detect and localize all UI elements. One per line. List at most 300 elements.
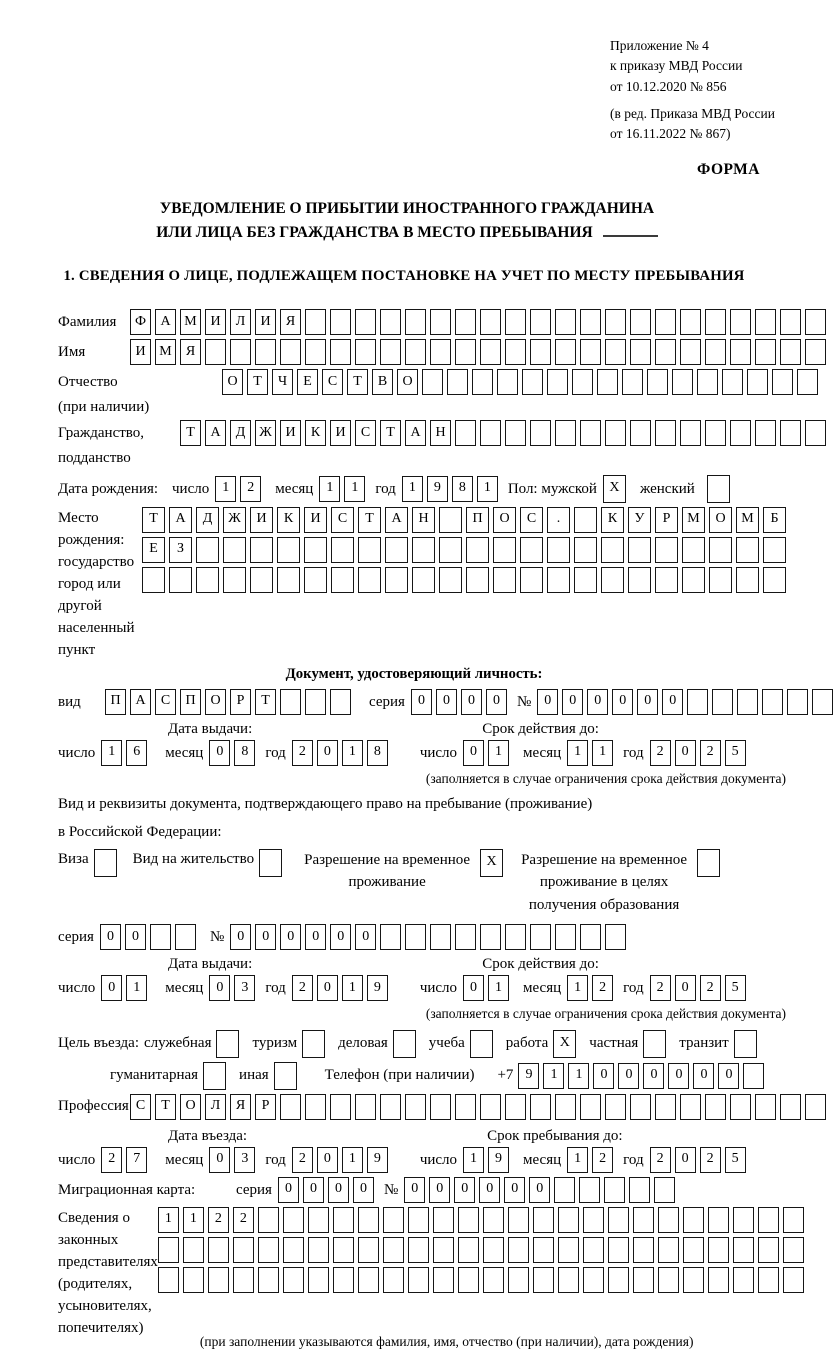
char-cell[interactable]: [333, 1237, 354, 1263]
purpose-business-checkbox[interactable]: [393, 1030, 416, 1058]
char-cell[interactable]: [574, 537, 597, 563]
char-cell[interactable]: [601, 537, 624, 563]
char-cell[interactable]: [493, 567, 516, 593]
char-cell[interactable]: 1: [463, 1147, 484, 1173]
char-cell[interactable]: 0: [230, 924, 251, 950]
char-cell[interactable]: [605, 309, 626, 335]
char-cell[interactable]: 0: [675, 740, 696, 766]
char-cell[interactable]: [547, 537, 570, 563]
char-cell[interactable]: Б: [763, 507, 786, 533]
char-cell[interactable]: [533, 1267, 554, 1293]
char-cell[interactable]: [258, 1267, 279, 1293]
char-cell[interactable]: X: [553, 1030, 576, 1058]
char-cell[interactable]: [358, 1237, 379, 1263]
char-cell[interactable]: [630, 309, 651, 335]
char-cell[interactable]: [680, 309, 701, 335]
char-cell[interactable]: [734, 1030, 757, 1058]
char-cell[interactable]: [730, 309, 751, 335]
temp-residence-checkbox[interactable]: [480, 849, 503, 877]
char-cell[interactable]: [655, 420, 676, 446]
char-cell[interactable]: [683, 1237, 704, 1263]
char-cell[interactable]: [183, 1237, 204, 1263]
char-cell[interactable]: [183, 1267, 204, 1293]
char-cell[interactable]: [763, 537, 786, 563]
char-cell[interactable]: 0: [209, 740, 230, 766]
char-cell[interactable]: [604, 1177, 625, 1203]
char-cell[interactable]: [308, 1237, 329, 1263]
char-cell[interactable]: 0: [278, 1177, 299, 1203]
char-cell[interactable]: [736, 537, 759, 563]
char-cell[interactable]: 0: [643, 1063, 664, 1089]
char-cell[interactable]: [280, 1094, 301, 1120]
char-cell[interactable]: [483, 1237, 504, 1263]
char-cell[interactable]: [447, 369, 468, 395]
char-cell[interactable]: 9: [488, 1147, 509, 1173]
char-cell[interactable]: [630, 339, 651, 365]
char-cell[interactable]: [505, 420, 526, 446]
char-cell[interactable]: [783, 1237, 804, 1263]
char-cell[interactable]: [430, 924, 451, 950]
char-cell[interactable]: 8: [234, 740, 255, 766]
char-cell[interactable]: 2: [650, 1147, 671, 1173]
char-cell[interactable]: Д: [230, 420, 251, 446]
char-cell[interactable]: 1: [567, 1147, 588, 1173]
char-cell[interactable]: [758, 1237, 779, 1263]
char-cell[interactable]: [208, 1267, 229, 1293]
char-cell[interactable]: [405, 339, 426, 365]
char-cell[interactable]: [405, 309, 426, 335]
char-cell[interactable]: 2: [650, 740, 671, 766]
char-cell[interactable]: 0: [328, 1177, 349, 1203]
char-cell[interactable]: [655, 537, 678, 563]
char-cell[interactable]: А: [169, 507, 192, 533]
char-cell[interactable]: [605, 339, 626, 365]
char-cell[interactable]: [608, 1267, 629, 1293]
char-cell[interactable]: С: [331, 507, 354, 533]
char-cell[interactable]: 0: [587, 689, 608, 715]
char-cell[interactable]: О: [709, 507, 732, 533]
char-cell[interactable]: [305, 309, 326, 335]
char-cell[interactable]: [629, 1177, 650, 1203]
char-cell[interactable]: 1: [568, 1063, 589, 1089]
char-cell[interactable]: 1: [342, 740, 363, 766]
char-cell[interactable]: [805, 1094, 826, 1120]
char-cell[interactable]: [142, 567, 165, 593]
char-cell[interactable]: О: [205, 689, 226, 715]
char-cell[interactable]: [708, 1207, 729, 1233]
char-cell[interactable]: [305, 1094, 326, 1120]
char-cell[interactable]: 0: [593, 1063, 614, 1089]
char-cell[interactable]: 0: [280, 924, 301, 950]
char-cell[interactable]: [505, 309, 526, 335]
char-cell[interactable]: [736, 567, 759, 593]
char-cell[interactable]: С: [322, 369, 343, 395]
char-cell[interactable]: [302, 1030, 325, 1058]
char-cell[interactable]: [597, 369, 618, 395]
char-cell[interactable]: [682, 537, 705, 563]
char-cell[interactable]: [580, 420, 601, 446]
char-cell[interactable]: [709, 537, 732, 563]
char-cell[interactable]: 0: [668, 1063, 689, 1089]
char-cell[interactable]: А: [385, 507, 408, 533]
char-cell[interactable]: [747, 369, 768, 395]
char-cell[interactable]: [755, 1094, 776, 1120]
char-cell[interactable]: 9: [427, 476, 448, 502]
char-cell[interactable]: 0: [675, 1147, 696, 1173]
char-cell[interactable]: [258, 1207, 279, 1233]
char-cell[interactable]: [455, 924, 476, 950]
char-cell[interactable]: [333, 1267, 354, 1293]
char-cell[interactable]: 0: [411, 689, 432, 715]
char-cell[interactable]: 0: [125, 924, 146, 950]
char-cell[interactable]: И: [205, 309, 226, 335]
char-cell[interactable]: Т: [155, 1094, 176, 1120]
char-cell[interactable]: [708, 1237, 729, 1263]
char-cell[interactable]: 0: [504, 1177, 525, 1203]
char-cell[interactable]: [633, 1267, 654, 1293]
purpose-study-checkbox[interactable]: [470, 1030, 493, 1058]
char-cell[interactable]: 1: [543, 1063, 564, 1089]
char-cell[interactable]: З: [169, 537, 192, 563]
char-cell[interactable]: Ф: [130, 309, 151, 335]
char-cell[interactable]: [758, 1267, 779, 1293]
char-cell[interactable]: С: [355, 420, 376, 446]
char-cell[interactable]: [633, 1237, 654, 1263]
char-cell[interactable]: Е: [297, 369, 318, 395]
char-cell[interactable]: 0: [305, 924, 326, 950]
char-cell[interactable]: [433, 1267, 454, 1293]
char-cell[interactable]: [308, 1207, 329, 1233]
char-cell[interactable]: [158, 1267, 179, 1293]
char-cell[interactable]: [333, 1207, 354, 1233]
char-cell[interactable]: [522, 369, 543, 395]
char-cell[interactable]: [583, 1267, 604, 1293]
char-cell[interactable]: [330, 309, 351, 335]
char-cell[interactable]: [430, 1094, 451, 1120]
char-cell[interactable]: [385, 567, 408, 593]
char-cell[interactable]: [608, 1207, 629, 1233]
char-cell[interactable]: 0: [330, 924, 351, 950]
char-cell[interactable]: [558, 1237, 579, 1263]
char-cell[interactable]: [455, 309, 476, 335]
char-cell[interactable]: [533, 1207, 554, 1233]
char-cell[interactable]: [758, 1207, 779, 1233]
char-cell[interactable]: Д: [196, 507, 219, 533]
char-cell[interactable]: [223, 567, 246, 593]
char-cell[interactable]: 0: [693, 1063, 714, 1089]
char-cell[interactable]: [697, 369, 718, 395]
char-cell[interactable]: [555, 339, 576, 365]
char-cell[interactable]: [196, 537, 219, 563]
char-cell[interactable]: 1: [477, 476, 498, 502]
char-cell[interactable]: 0: [209, 975, 230, 1001]
char-cell[interactable]: И: [304, 507, 327, 533]
char-cell[interactable]: 0: [353, 1177, 374, 1203]
char-cell[interactable]: [493, 537, 516, 563]
char-cell[interactable]: 1: [126, 975, 147, 1001]
char-cell[interactable]: Т: [347, 369, 368, 395]
char-cell[interactable]: [458, 1237, 479, 1263]
char-cell[interactable]: [658, 1207, 679, 1233]
char-cell[interactable]: 0: [537, 689, 558, 715]
char-cell[interactable]: [658, 1267, 679, 1293]
char-cell[interactable]: [277, 567, 300, 593]
char-cell[interactable]: [530, 420, 551, 446]
char-cell[interactable]: [330, 339, 351, 365]
char-cell[interactable]: О: [493, 507, 516, 533]
char-cell[interactable]: [203, 1062, 226, 1090]
char-cell[interactable]: Т: [358, 507, 381, 533]
char-cell[interactable]: [380, 1094, 401, 1120]
char-cell[interactable]: 3: [234, 975, 255, 1001]
char-cell[interactable]: [505, 924, 526, 950]
char-cell[interactable]: [574, 567, 597, 593]
char-cell[interactable]: [705, 1094, 726, 1120]
char-cell[interactable]: 0: [317, 740, 338, 766]
char-cell[interactable]: Н: [412, 507, 435, 533]
char-cell[interactable]: [680, 339, 701, 365]
char-cell[interactable]: [233, 1267, 254, 1293]
char-cell[interactable]: [383, 1207, 404, 1233]
char-cell[interactable]: [628, 537, 651, 563]
char-cell[interactable]: [196, 567, 219, 593]
char-cell[interactable]: [783, 1207, 804, 1233]
char-cell[interactable]: 0: [718, 1063, 739, 1089]
char-cell[interactable]: 5: [725, 975, 746, 1001]
char-cell[interactable]: 7: [126, 1147, 147, 1173]
char-cell[interactable]: [358, 1267, 379, 1293]
char-cell[interactable]: М: [682, 507, 705, 533]
char-cell[interactable]: [330, 1094, 351, 1120]
char-cell[interactable]: [405, 924, 426, 950]
char-cell[interactable]: [480, 339, 501, 365]
char-cell[interactable]: 9: [367, 1147, 388, 1173]
char-cell[interactable]: 2: [700, 975, 721, 1001]
char-cell[interactable]: [705, 420, 726, 446]
female-checkbox[interactable]: [707, 475, 730, 503]
char-cell[interactable]: [455, 339, 476, 365]
char-cell[interactable]: [555, 924, 576, 950]
char-cell[interactable]: [150, 924, 171, 950]
char-cell[interactable]: [683, 1267, 704, 1293]
char-cell[interactable]: [520, 567, 543, 593]
char-cell[interactable]: [630, 1094, 651, 1120]
char-cell[interactable]: [805, 309, 826, 335]
char-cell[interactable]: [330, 689, 351, 715]
char-cell[interactable]: [780, 339, 801, 365]
char-cell[interactable]: 2: [208, 1207, 229, 1233]
char-cell[interactable]: О: [397, 369, 418, 395]
char-cell[interactable]: [408, 1207, 429, 1233]
char-cell[interactable]: 0: [317, 1147, 338, 1173]
char-cell[interactable]: [707, 475, 730, 503]
char-cell[interactable]: [743, 1063, 764, 1089]
char-cell[interactable]: [508, 1207, 529, 1233]
char-cell[interactable]: [304, 567, 327, 593]
char-cell[interactable]: [331, 567, 354, 593]
purpose-tourism-checkbox[interactable]: [302, 1030, 325, 1058]
char-cell[interactable]: [480, 924, 501, 950]
char-cell[interactable]: [393, 1030, 416, 1058]
char-cell[interactable]: О: [222, 369, 243, 395]
char-cell[interactable]: [505, 1094, 526, 1120]
char-cell[interactable]: [683, 1207, 704, 1233]
char-cell[interactable]: [580, 1094, 601, 1120]
char-cell[interactable]: С: [520, 507, 543, 533]
char-cell[interactable]: [654, 1177, 675, 1203]
char-cell[interactable]: [579, 1177, 600, 1203]
char-cell[interactable]: 1: [567, 740, 588, 766]
char-cell[interactable]: 6: [126, 740, 147, 766]
purpose-private-checkbox[interactable]: [643, 1030, 666, 1058]
char-cell[interactable]: Р: [230, 689, 251, 715]
char-cell[interactable]: И: [130, 339, 151, 365]
char-cell[interactable]: [558, 1267, 579, 1293]
char-cell[interactable]: 0: [461, 689, 482, 715]
char-cell[interactable]: [405, 1094, 426, 1120]
residence-permit-checkbox[interactable]: [259, 849, 282, 877]
char-cell[interactable]: М: [155, 339, 176, 365]
char-cell[interactable]: [705, 339, 726, 365]
purpose-transit-checkbox[interactable]: [734, 1030, 757, 1058]
char-cell[interactable]: [787, 689, 808, 715]
char-cell[interactable]: [555, 420, 576, 446]
char-cell[interactable]: П: [180, 689, 201, 715]
char-cell[interactable]: [737, 689, 758, 715]
purpose-official-checkbox[interactable]: [216, 1030, 239, 1058]
char-cell[interactable]: [530, 339, 551, 365]
char-cell[interactable]: [283, 1237, 304, 1263]
char-cell[interactable]: 0: [436, 689, 457, 715]
char-cell[interactable]: С: [130, 1094, 151, 1120]
char-cell[interactable]: [730, 1094, 751, 1120]
char-cell[interactable]: Т: [380, 420, 401, 446]
char-cell[interactable]: [547, 369, 568, 395]
char-cell[interactable]: [250, 567, 273, 593]
purpose-work-checkbox[interactable]: [553, 1030, 576, 1058]
char-cell[interactable]: 2: [700, 1147, 721, 1173]
char-cell[interactable]: К: [305, 420, 326, 446]
char-cell[interactable]: [480, 420, 501, 446]
char-cell[interactable]: 2: [233, 1207, 254, 1233]
char-cell[interactable]: [805, 420, 826, 446]
char-cell[interactable]: [705, 309, 726, 335]
char-cell[interactable]: [358, 537, 381, 563]
char-cell[interactable]: [412, 537, 435, 563]
char-cell[interactable]: [255, 339, 276, 365]
char-cell[interactable]: [709, 567, 732, 593]
char-cell[interactable]: [497, 369, 518, 395]
char-cell[interactable]: [655, 309, 676, 335]
temp-residence-edu-checkbox[interactable]: [697, 849, 720, 877]
purpose-other-checkbox[interactable]: [274, 1062, 297, 1090]
char-cell[interactable]: [555, 1094, 576, 1120]
char-cell[interactable]: 2: [240, 476, 261, 502]
char-cell[interactable]: [655, 1094, 676, 1120]
char-cell[interactable]: С: [155, 689, 176, 715]
char-cell[interactable]: 9: [518, 1063, 539, 1089]
char-cell[interactable]: [470, 1030, 493, 1058]
char-cell[interactable]: [580, 924, 601, 950]
char-cell[interactable]: О: [180, 1094, 201, 1120]
char-cell[interactable]: [730, 339, 751, 365]
char-cell[interactable]: 0: [454, 1177, 475, 1203]
char-cell[interactable]: 0: [637, 689, 658, 715]
char-cell[interactable]: 2: [592, 1147, 613, 1173]
char-cell[interactable]: [797, 369, 818, 395]
char-cell[interactable]: 8: [367, 740, 388, 766]
char-cell[interactable]: [94, 849, 117, 877]
char-cell[interactable]: [259, 849, 282, 877]
char-cell[interactable]: 0: [463, 740, 484, 766]
char-cell[interactable]: [439, 537, 462, 563]
char-cell[interactable]: 0: [479, 1177, 500, 1203]
char-cell[interactable]: [547, 567, 570, 593]
char-cell[interactable]: И: [255, 309, 276, 335]
char-cell[interactable]: Л: [205, 1094, 226, 1120]
char-cell[interactable]: [580, 309, 601, 335]
char-cell[interactable]: 0: [463, 975, 484, 1001]
char-cell[interactable]: 0: [675, 975, 696, 1001]
char-cell[interactable]: В: [372, 369, 393, 395]
char-cell[interactable]: Л: [230, 309, 251, 335]
char-cell[interactable]: 0: [209, 1147, 230, 1173]
char-cell[interactable]: [762, 689, 783, 715]
char-cell[interactable]: [433, 1207, 454, 1233]
char-cell[interactable]: 0: [317, 975, 338, 1001]
char-cell[interactable]: [783, 1267, 804, 1293]
char-cell[interactable]: [358, 1207, 379, 1233]
char-cell[interactable]: [605, 924, 626, 950]
char-cell[interactable]: [628, 567, 651, 593]
char-cell[interactable]: [733, 1267, 754, 1293]
char-cell[interactable]: 0: [618, 1063, 639, 1089]
char-cell[interactable]: [574, 507, 597, 533]
char-cell[interactable]: Ч: [272, 369, 293, 395]
char-cell[interactable]: 8: [452, 476, 473, 502]
char-cell[interactable]: [530, 924, 551, 950]
char-cell[interactable]: [230, 339, 251, 365]
char-cell[interactable]: [383, 1267, 404, 1293]
char-cell[interactable]: 1: [342, 1147, 363, 1173]
char-cell[interactable]: [358, 567, 381, 593]
char-cell[interactable]: [655, 567, 678, 593]
char-cell[interactable]: [355, 1094, 376, 1120]
char-cell[interactable]: [733, 1207, 754, 1233]
char-cell[interactable]: 1: [344, 476, 365, 502]
char-cell[interactable]: [583, 1237, 604, 1263]
char-cell[interactable]: [622, 369, 643, 395]
char-cell[interactable]: [530, 309, 551, 335]
char-cell[interactable]: [208, 1237, 229, 1263]
char-cell[interactable]: [555, 309, 576, 335]
char-cell[interactable]: 9: [367, 975, 388, 1001]
char-cell[interactable]: 1: [488, 740, 509, 766]
char-cell[interactable]: У: [628, 507, 651, 533]
char-cell[interactable]: 0: [255, 924, 276, 950]
char-cell[interactable]: [304, 537, 327, 563]
char-cell[interactable]: [274, 1062, 297, 1090]
char-cell[interactable]: [805, 339, 826, 365]
char-cell[interactable]: [730, 420, 751, 446]
char-cell[interactable]: [780, 1094, 801, 1120]
char-cell[interactable]: [533, 1237, 554, 1263]
char-cell[interactable]: [380, 339, 401, 365]
char-cell[interactable]: 1: [319, 476, 340, 502]
char-cell[interactable]: [530, 1094, 551, 1120]
char-cell[interactable]: [380, 309, 401, 335]
char-cell[interactable]: [385, 537, 408, 563]
